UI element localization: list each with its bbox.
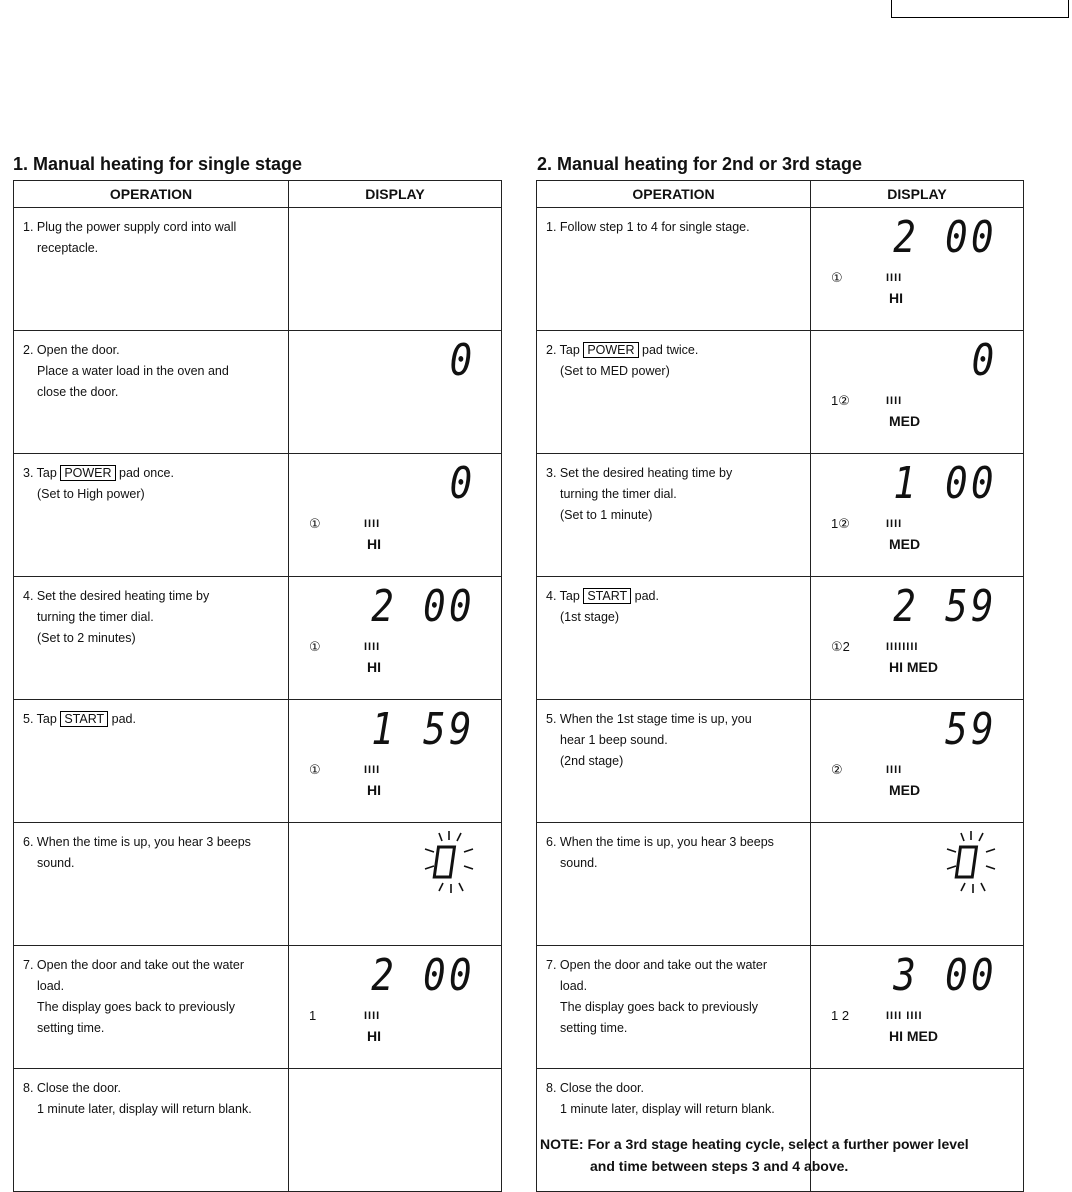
- multi-stage-title: 2. Manual heating for 2nd or 3rd stage: [537, 154, 863, 174]
- pad-label: START: [60, 711, 108, 727]
- display-cell: [289, 700, 502, 823]
- stage-indicator: 1: [309, 1008, 317, 1023]
- operation-line: (1st stage): [560, 610, 620, 624]
- operation-line: 3. Set the desired heating time by: [546, 466, 733, 480]
- operation-line: 1. Plug the power supply cord into wall: [23, 220, 237, 234]
- operation-header: OPERATION: [14, 181, 289, 208]
- operation-line: hear 1 beep sound.: [560, 733, 668, 747]
- step-row: [14, 946, 502, 1069]
- step-row: [14, 700, 502, 823]
- operation-line: 5. When the 1st stage time is up, you: [546, 712, 752, 726]
- display-header: DISPLAY: [811, 181, 1024, 208]
- pad-label: START: [583, 588, 631, 604]
- power-level: MED: [889, 413, 921, 429]
- step-row: [14, 823, 502, 946]
- stage-indicator: ①: [309, 516, 321, 531]
- power-level: HI MED: [889, 1028, 938, 1044]
- operation-line: load.: [37, 979, 65, 993]
- operation-cell: [537, 331, 811, 454]
- operation-line: Place a water load in the oven and: [37, 364, 229, 378]
- flashing-zero-icon: [939, 829, 1005, 895]
- time-digits: 0: [971, 335, 997, 386]
- stage-indicator: 1 2: [831, 1008, 850, 1023]
- power-bars-icon: IIII: [364, 1010, 381, 1022]
- power-level: HI: [367, 536, 381, 552]
- operation-line: load.: [560, 979, 588, 993]
- operation-line: 5. Tap START pad.: [23, 712, 136, 726]
- power-bars-icon: IIII: [364, 764, 381, 776]
- multi-stage-table: [536, 180, 1024, 1192]
- time-digits: 1 00: [893, 458, 997, 509]
- operation-cell: [537, 208, 811, 331]
- operation-line: 6. When the time is up, you hear 3 beeps: [23, 835, 251, 849]
- display-cell: [811, 823, 1024, 946]
- step-row: [537, 331, 1024, 454]
- operation-line: (Set to 2 minutes): [37, 631, 136, 645]
- step-row: [537, 700, 1024, 823]
- stage-indicator: ①: [831, 270, 843, 285]
- note-line-2: and time between steps 3 and 4 above.: [590, 1158, 849, 1174]
- stage-indicator: ①2: [831, 639, 850, 654]
- operation-line: 4. Tap START pad.: [546, 589, 659, 603]
- power-bars-icon: IIII: [886, 395, 903, 407]
- operation-line: sound.: [37, 856, 75, 870]
- operation-cell: [537, 700, 811, 823]
- stage-indicator: 1②: [831, 393, 850, 408]
- display-cell: [289, 208, 502, 331]
- step-row: [14, 208, 502, 331]
- display-cell: [289, 577, 502, 700]
- step-row: [537, 208, 1024, 331]
- operation-line: 1. Follow step 1 to 4 for single stage.: [546, 220, 750, 234]
- stage-indicator: ②: [831, 762, 843, 777]
- operation-line: 1 minute later, display will return blank.: [560, 1102, 775, 1116]
- operation-line: 8. Close the door.: [546, 1081, 644, 1095]
- pad-label: POWER: [60, 465, 115, 481]
- time-digits: 0: [449, 335, 475, 386]
- power-bars-icon: IIIIIIII: [886, 641, 919, 653]
- display-cell: [811, 331, 1024, 454]
- operation-line: 4. Set the desired heating time by: [23, 589, 210, 603]
- time-digits: 59: [945, 704, 997, 755]
- display-cell: [811, 700, 1024, 823]
- operation-cell: [537, 577, 811, 700]
- display-header: DISPLAY: [289, 181, 502, 208]
- flashing-zero-icon: [417, 829, 483, 895]
- power-bars-icon: IIII: [886, 272, 903, 284]
- operation-cell: [14, 700, 289, 823]
- operation-line: 6. When the time is up, you hear 3 beeps: [546, 835, 774, 849]
- page-number-box: [891, 0, 1069, 18]
- step-row: [537, 454, 1024, 577]
- power-bars-icon: IIII: [364, 641, 381, 653]
- display-cell: [289, 331, 502, 454]
- operation-cell: [14, 454, 289, 577]
- step-row: [14, 331, 502, 454]
- display-cell: [811, 577, 1024, 700]
- operation-line: (2nd stage): [560, 754, 624, 768]
- operation-line: 2. Open the door.: [23, 343, 120, 357]
- operation-line: (Set to 1 minute): [560, 508, 653, 522]
- step-row: [14, 577, 502, 700]
- time-digits: 2 00: [371, 950, 475, 1001]
- display-cell: [289, 454, 502, 577]
- operation-line: 2. Tap POWER pad twice.: [546, 343, 699, 357]
- time-digits: 0: [449, 458, 475, 509]
- time-digits: 1 59: [371, 704, 475, 755]
- power-level: HI: [367, 782, 381, 798]
- operation-line: (Set to High power): [37, 487, 145, 501]
- operation-line: sound.: [560, 856, 598, 870]
- display-cell: [811, 946, 1024, 1069]
- display-cell: [811, 454, 1024, 577]
- operation-cell: [14, 208, 289, 331]
- step-row: [537, 577, 1024, 700]
- operation-cell: [14, 946, 289, 1069]
- step-row: [537, 946, 1024, 1069]
- display-cell: [289, 823, 502, 946]
- power-bars-icon: IIII: [886, 764, 903, 776]
- operation-line: turning the timer dial.: [560, 487, 677, 501]
- operation-line: close the door.: [37, 385, 119, 399]
- step-row: [14, 1069, 502, 1192]
- operation-line: 7. Open the door and take out the water: [546, 958, 767, 972]
- power-level: MED: [889, 782, 921, 798]
- single-stage-table: [13, 180, 502, 1192]
- step-row: [14, 454, 502, 577]
- time-digits: 2 59: [893, 581, 997, 632]
- display-cell: [289, 1069, 502, 1192]
- power-bars-icon: IIII IIII: [886, 1010, 923, 1022]
- display-cell: [811, 208, 1024, 331]
- time-digits: 2 00: [893, 212, 997, 263]
- operation-cell: [14, 823, 289, 946]
- operation-line: setting time.: [37, 1021, 105, 1035]
- note: [540, 1133, 969, 1177]
- operation-line: 8. Close the door.: [23, 1081, 121, 1095]
- power-level: HI MED: [889, 659, 938, 675]
- operation-line: (Set to MED power): [560, 364, 670, 378]
- power-level: MED: [889, 536, 921, 552]
- single-stage-title: 1. Manual heating for single stage: [13, 154, 303, 174]
- operation-line: receptacle.: [37, 241, 99, 255]
- operation-cell: [14, 1069, 289, 1192]
- operation-cell: [537, 823, 811, 946]
- operation-cell: [14, 577, 289, 700]
- operation-header: OPERATION: [537, 181, 811, 208]
- stage-indicator: ①: [309, 639, 321, 654]
- stage-indicator: ①: [309, 762, 321, 777]
- operation-line: The display goes back to previously: [37, 1000, 236, 1014]
- display-cell: [289, 946, 502, 1069]
- operation-line: turning the timer dial.: [37, 610, 154, 624]
- time-digits: 3 00: [893, 950, 997, 1001]
- power-level: HI: [367, 659, 381, 675]
- power-bars-icon: IIII: [886, 518, 903, 530]
- pad-label: POWER: [583, 342, 638, 358]
- operation-line: The display goes back to previously: [560, 1000, 759, 1014]
- operation-cell: [14, 331, 289, 454]
- operation-cell: [537, 454, 811, 577]
- operation-line: 7. Open the door and take out the water: [23, 958, 244, 972]
- stage-indicator: 1②: [831, 516, 850, 531]
- note-line-1: NOTE: For a 3rd stage heating cycle, select a further power level: [540, 1136, 969, 1152]
- operation-line: 1 minute later, display will return blank.: [37, 1102, 252, 1116]
- power-level: HI: [889, 290, 903, 306]
- power-level: HI: [367, 1028, 381, 1044]
- operation-line: 3. Tap POWER pad once.: [23, 466, 174, 480]
- power-bars-icon: IIII: [364, 518, 381, 530]
- time-digits: 2 00: [371, 581, 475, 632]
- step-row: [537, 823, 1024, 946]
- operation-cell: [537, 946, 811, 1069]
- operation-line: setting time.: [560, 1021, 628, 1035]
